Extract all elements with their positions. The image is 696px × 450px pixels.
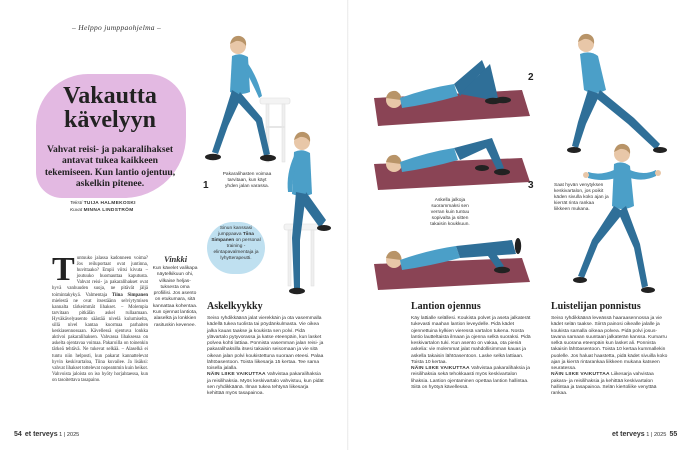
photo-skater-step-2 [564, 140, 674, 300]
kicker: – Helppo jumppaohjelma – [72, 23, 162, 32]
luistelijan-effect-text: Liikesarja vahvistaa pakara- ja reisilihaksia ja kehittää keskivartalon hallintaa ja tasapainoa. Selän kiertoliike venyttää rankaa. [551, 372, 657, 396]
intro-text-1: untuuko jalassa kadonneen voima? Jos reiluportaat ovat juntinna, huvittaako? Empii viitsi kivuta – joutuuko huomauttaa kaputusta. Vahvat reisi- ja pakaralihakset ovat hyvä vanhuuden suoja, ne pitävät jäljä toimintakykyä. Valmentaja [52, 256, 148, 298]
trainer-caption-suffix: on personal training -elintapavalmentaja ja lyhytterapeutti. [213, 238, 261, 262]
step-number-2: 2 [528, 72, 534, 83]
folio-left [14, 431, 79, 438]
step-2-caption: Askella jalkoja suorammaksi sen verran kuin tuntuu sopivalta ja sitten takaisin koukkuun. [430, 198, 470, 228]
intro-text-2: mielestä ne ovat itsestäänn selviytymisen kannalta tärkeimmät lihakset. – Molempia tarvitaan pitkälän askel rullaamaan. Hyväkävelyasento säästää nivelä kulumiselta, sillä nivel kantaa kuormaa parhaiten keskiasennossaan. Kävellessä ojentuva lonkka aktivoi pakaralihaksen. Vahvassa lihaksessa on askelta ojentavaa voimaa. Pakaroilla on toinenkin tärkeä tehtävä. Ne tukevat selkää. – Alaselkä ei tuntu niin helposti, kun pakarat kannattelevat hyvin keskivartaloa, Tiina kuvailee. Ja lisäksi: vahvat lihakset tottelevat nopeammin kuin heikot. Vahvoista jaloista on iso hyöty horjahtaessa, kun on tasoitettava tasapaino. [52, 298, 148, 383]
step-1-caption: Pakaralihasten voimaa tarvitaan, kun käyt yhden jalan varassa. [222, 172, 272, 190]
step-3-caption: Saat hyvän venytyksen keskivartalon, jos poikit käden sivulla koko ajan ja kierrät rinta rankaa liikkeen mukana. [554, 183, 609, 213]
luistelijan-text: Seiso ryhdikkäänä leveässä haaraasennossa ja vie kädet selän taakse. Siirrä painosi oikealle jalalle ja koukista samalla oikeaa polvea. Pidä polvi josustavana samaan suuntaan jalkaterän kanssa. Kumarru selkä suorana eteenpäin kun lasket ali. Ponnista takaisin lähtöasentoon. Toista 10 kertaa kummallekin puolelle. Jos haluat haastetta, pidä kädet sivuilla koko ajan ja kierrä rintarankaa liikkeen mukana katseen seuratessa. [551, 316, 668, 371]
intro-body [52, 251, 148, 384]
photo-lunge-step [268, 128, 348, 300]
photo-bridge-step-3 [372, 228, 532, 296]
photo-credit-label: Kuvat [70, 208, 83, 213]
askelkyykky-text: Seiso ryhdikkäänä jalat vierekkäin ja ota vasemmalla kädellä tukea tuolista tai pöydänkulmasta. Vie oikea jalka kauas taakse ja koukista sen polvi. Pidä ylävartalo pytyvorassa ja katse eteenpäin, kun lasket polvea kohti lattiaa. Ponnista vasemman jalan reisi- ja pakaralihaksilla itsesi takaisin seisomaan ja vie sitä oikean jalan polvi koukistettuna suoraan eteesi. Palaa lähtöasentoon. Toista liikesarja 15 kertaa. Tee sama toisella jalalla. [207, 316, 324, 371]
section-body-askelkyykky [207, 316, 325, 397]
page-title [40, 84, 180, 132]
credits [70, 200, 136, 214]
lantion-effect-label: NÄIN LIIKE VAIKUTTAA [411, 366, 470, 371]
tip-heading: Vinkki [164, 254, 188, 264]
section-body-lantion [411, 316, 533, 391]
section-heading-lantion: Lantion ojennus [411, 301, 481, 312]
title-line-1: Vakautta [63, 83, 157, 109]
deck-text: Vahvat reisi- ja pakaralihakset antavat tukea kaikkeen tekemiseen. Kun lantio ojentuu, askelkin pitenee. [44, 144, 176, 189]
folio-right-page: 55 [669, 431, 678, 438]
folio-left-issue: 1 | 2025 [59, 432, 80, 438]
tip-text: Kun kävelet valikapa näytelkikuun ohi, vilkaise heljastuksesta oma profiilisi. Jos asento on etukumara, sitä kannattaa kohentaa. Kun ojennat lantiota, alaselkä ja lonkkien rasituskin kevenee. [152, 266, 198, 328]
section-heading-askelkyykky: Askelkyykky [207, 301, 263, 312]
text-credit-name: TUIJA HALMEKOSKI [83, 201, 136, 206]
section-heading-luistelijan: Luistelijan ponnistus [551, 301, 641, 312]
lantion-text: Käy lattialle selällesi. Koukista polvet ja aseta jalkaterät tukevasti maahan lantion leveydelle. Pidä kädet ojennettuina kylkien vieressä vartalon tukena. Nosta lantio lautteltaista ilmaan ja ojenna selkä suoraksi. Pidä keskivartalon tuki. Kun asento on vakaa, ota pieniä askelia: vie molemmat jalat mahdollisimman kauas ja askella takaisin lähtöasentoon. Laske selkä lattiaan. Toista 10 kertaa. [411, 316, 531, 365]
section-body-luistelijan [551, 316, 669, 397]
folio-right [612, 431, 677, 438]
trainer-caption-prefix: Sinun kanssasi jumppaava [218, 226, 253, 238]
photo-bridge-step-2 [372, 128, 532, 196]
folio-right-mag: et terveys [612, 431, 645, 438]
dropcap: T [52, 251, 75, 288]
askelkyykky-effect-label: NÄIN LIIKE VAIKUTTAA [207, 372, 266, 378]
intro-bold-name: Tiina Simpanen [111, 292, 148, 298]
photo-credit-name: MINNA LINDSTRÖM [83, 208, 134, 213]
luistelijan-effect-label: NÄIN LIIKE VAIKUTTAA [551, 372, 610, 378]
lantion-effect-text: Vahvistaa pakaralihaksia ja reisilihaksia sekä tehokkaasti myös keskivartalon lihaksia. Lantion ojentaminen opettaa lantion hallintaa. Siitä on hyötyä kävellessä. [411, 366, 530, 390]
folio-left-page: 54 [14, 431, 22, 438]
trainer-caption [208, 226, 264, 263]
title-line-2: kävelyyn [63, 107, 156, 133]
step-number-1: 1 [203, 180, 209, 191]
trainer-caption-name: Tiina Simpanen [211, 232, 254, 244]
folio-left-mag: et terveys [24, 431, 58, 438]
text-credit-label: Teksti [70, 201, 83, 206]
folio-right-issue: 1 | 2025 [646, 432, 667, 438]
askelkyykky-effect-text: Vahvistaa pakaralihaksia ja reisilihaksia. Myös keskivartalo vahvistuu, kun pidät sen ryhdikkäänä. Ilman tukea tehtynä liikesarja kehittää myös tasapainoa. [207, 372, 324, 396]
photo-bridge-step-1 [372, 54, 532, 132]
step-number-3: 3 [528, 180, 534, 191]
